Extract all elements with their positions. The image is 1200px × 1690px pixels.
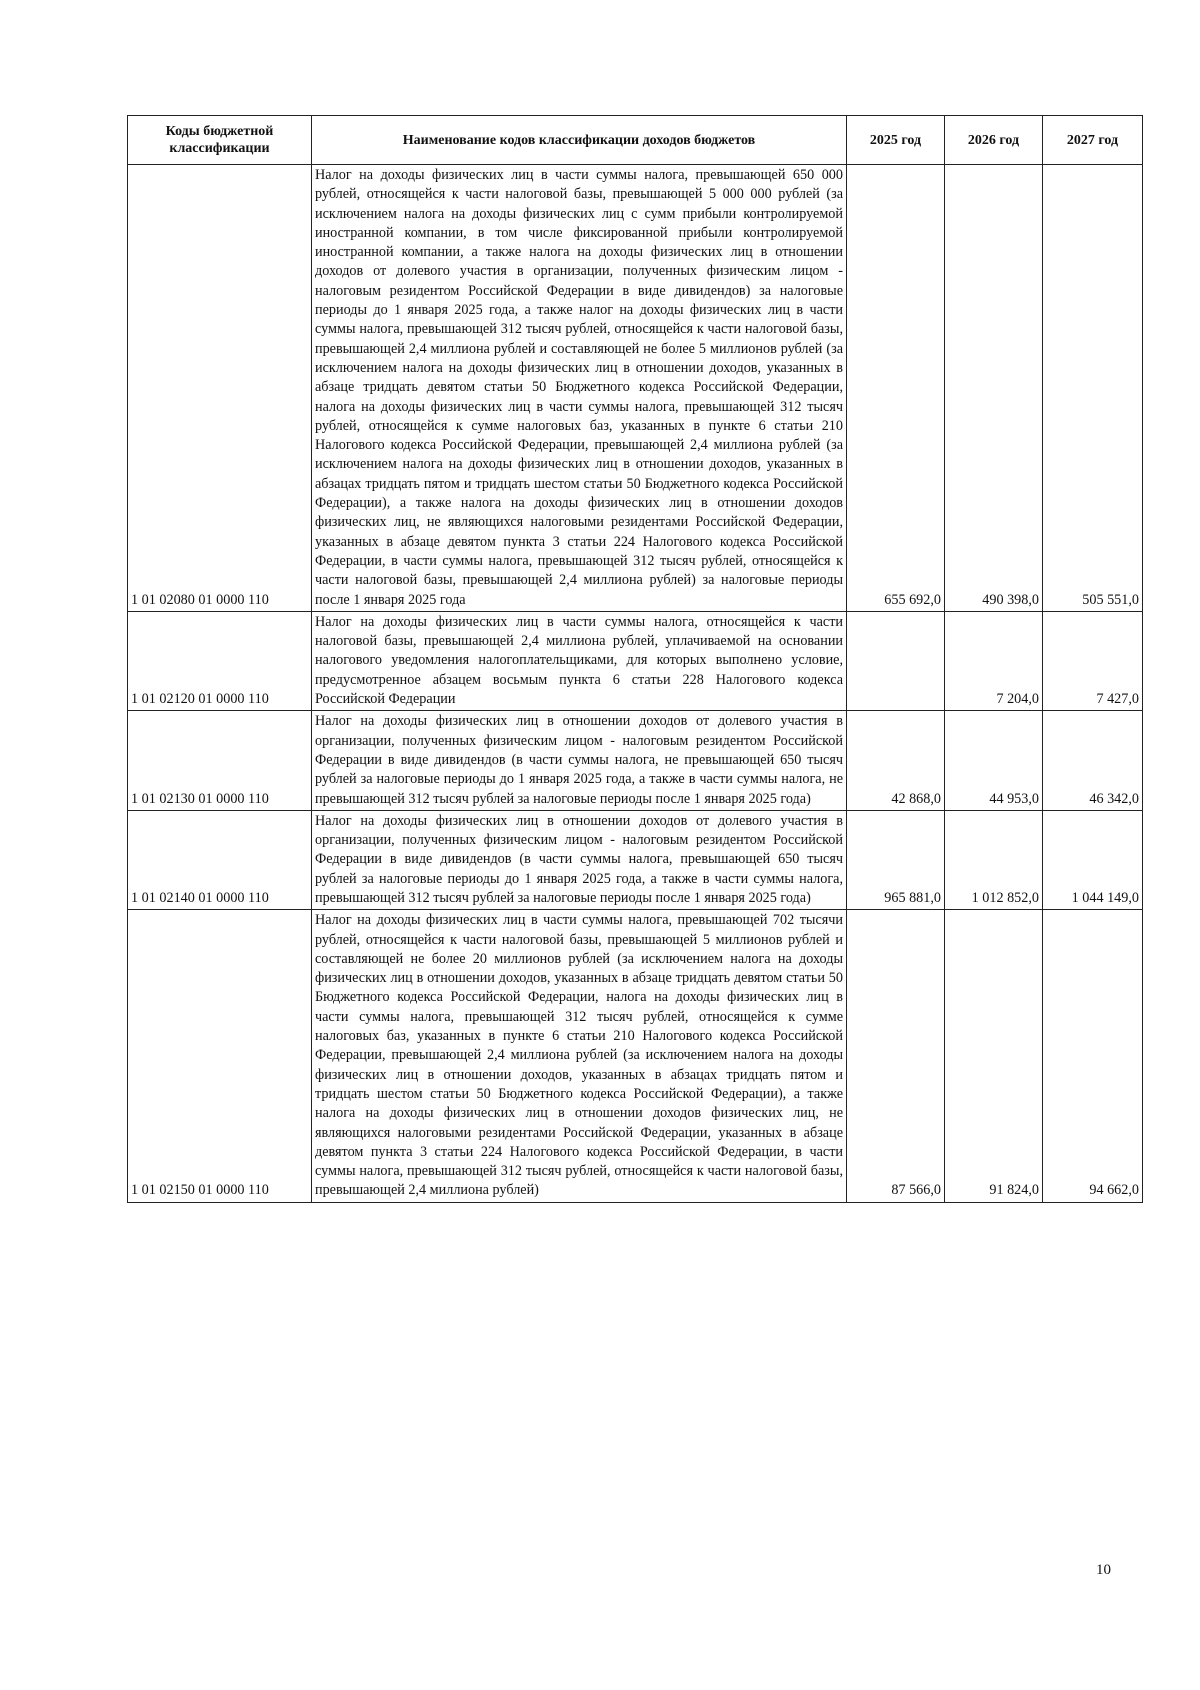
row-name: Налог на доходы физических лиц в части суммы налога, превышающей 650 000 рублей, относящейся к части налоговой базы, превышающей 5 000 000 рублей (за исключением налога на доходы физических лиц с сумм прибыли контролируемой иностранной компании, в том числе фиксированной прибыли контролируемой иностранной компании, а также налога на доходы физических лиц в отношении доходов от долевого участия в организации, полученных физическим лицом - налоговым резидентом Российской Федерации в виде дивидендов) за налоговые периоды до 1 января 2025 года, а также налог на доходы физических лиц в части суммы налога, превышающей 312 тысяч рублей, относящейся к части налоговой базы, превышающей 2,4 миллиона рублей и составляющей не более 5 миллионов рублей (за исключением налога на доходы физических лиц в отношении доходов, указанных в абзаце тридцать девятом статьи 50 Бюджетного кодекса Российской Федерации, налога на доходы физических лиц в части суммы налога, превышающей 312 тысяч рублей, относящейся к сумме налоговых баз, указанных в пункте 6 статьи 210 Налогового кодекса Российской Федерации, превышающей 2,4 миллиона рублей (за исключением налога на доходы физических лиц в отношении доходов, указанных в абзацах тридцать пятом и тридцать шестом статьи 50 Бюджетного кодекса Российской Федерации), а также налога на доходы физических лиц в отношении доходов физических лиц, не являющихся налоговыми резидентами Российской Федерации, указанных в абзаце девятом пункта 3 статьи 224 Налогового кодекса Российской Федерации, в части суммы налога, превышающей 312 тысяч рублей, относящейся к части налоговой базы, превышающей 2,4 миллиона рублей) за налоговые периоды после 1 января 2025 года	[312, 165, 847, 612]
table-row	[128, 165, 1143, 612]
page-number: 10	[1096, 1562, 1111, 1578]
table-header-row	[128, 116, 1143, 165]
row-value-2026: 91 824,0	[945, 910, 1043, 1202]
row-value-2025: 87 566,0	[847, 910, 945, 1202]
budget-table-container	[127, 115, 1142, 1203]
row-value-2026: 44 953,0	[945, 711, 1043, 810]
header-name: Наименование кодов классификации доходов бюджетов	[312, 116, 847, 165]
header-2025: 2025 год	[847, 116, 945, 165]
row-value-2027: 1 044 149,0	[1043, 810, 1143, 909]
row-value-2027: 505 551,0	[1043, 165, 1143, 612]
row-value-2026: 490 398,0	[945, 165, 1043, 612]
row-code: 1 01 02130 01 0000 110	[128, 711, 312, 810]
row-name: Налог на доходы физических лиц в отношении доходов от долевого участия в организации, полученных физическим лицом - налоговым резидентом Российской Федерации в виде дивидендов (в части суммы налога, не превышающей 650 тысяч рублей за налоговые периоды до 1 января 2025 года, а также в части суммы налога, не превышающей 312 тысяч рублей за налоговые периоды после 1 января 2025 года)	[312, 711, 847, 810]
budget-revenue-table	[127, 115, 1143, 1203]
row-code: 1 01 02080 01 0000 110	[128, 165, 312, 612]
row-value-2025: 655 692,0	[847, 165, 945, 612]
row-value-2026: 1 012 852,0	[945, 810, 1043, 909]
table-row	[128, 711, 1143, 810]
row-value-2027: 7 427,0	[1043, 611, 1143, 710]
header-2026: 2026 год	[945, 116, 1043, 165]
table-row	[128, 810, 1143, 909]
row-name: Налог на доходы физических лиц в части суммы налога, превышающей 702 тысячи рублей, относящейся к части налоговой базы, превышающей 5 миллионов рублей и составляющей не более 20 миллионов рублей (за исключением налога на доходы физических лиц в отношении доходов, указанных в абзаце тридцать девятом статьи 50 Бюджетного кодекса Российской Федерации, налога на доходы физических лиц в части суммы налога, превышающей 312 тысяч рублей, относящейся к сумме налоговых баз, указанных в пункте 6 статьи 210 Налогового кодекса Российской Федерации, превышающей 2,4 миллиона рублей (за исключением налога на доходы физических лиц в отношении доходов, указанных в абзацах тридцать пятом и тридцать шестом статьи 50 Бюджетного кодекса Российской Федерации), а также налога на доходы физических лиц в отношении доходов физических лиц, не являющихся налоговыми резидентами Российской Федерации, указанных в абзаце девятом пункта 3 статьи 224 Налогового кодекса Российской Федерации, в части суммы налога, превышающей 312 тысяч рублей, относящейся к части налоговой базы, превышающей 2,4 миллиона рублей)	[312, 910, 847, 1202]
row-value-2025	[847, 611, 945, 710]
table-row	[128, 611, 1143, 710]
header-code: Коды бюджетной классификации	[128, 116, 312, 165]
row-code: 1 01 02120 01 0000 110	[128, 611, 312, 710]
row-code: 1 01 02140 01 0000 110	[128, 810, 312, 909]
table-row	[128, 910, 1143, 1202]
row-name: Налог на доходы физических лиц в части суммы налога, относящейся к части налоговой базы, превышающей 2,4 миллиона рублей, уплачиваемой на основании налогового уведомления налогоплательщиками, для которых выполнено условие, предусмотренное абзацем восьмым пункта 6 статьи 228 Налогового кодекса Российской Федерации	[312, 611, 847, 710]
row-value-2027: 94 662,0	[1043, 910, 1143, 1202]
row-value-2027: 46 342,0	[1043, 711, 1143, 810]
row-name: Налог на доходы физических лиц в отношении доходов от долевого участия в организации, полученных физическим лицом - налоговым резидентом Российской Федерации в виде дивидендов (в части суммы налога, превышающей 650 тысяч рублей за налоговые периоды до 1 января 2025 года, а также в части суммы налога, превышающей 312 тысяч рублей за налоговые периоды после 1 января 2025 года)	[312, 810, 847, 909]
row-value-2026: 7 204,0	[945, 611, 1043, 710]
header-2027: 2027 год	[1043, 116, 1143, 165]
row-code: 1 01 02150 01 0000 110	[128, 910, 312, 1202]
row-value-2025: 42 868,0	[847, 711, 945, 810]
row-value-2025: 965 881,0	[847, 810, 945, 909]
